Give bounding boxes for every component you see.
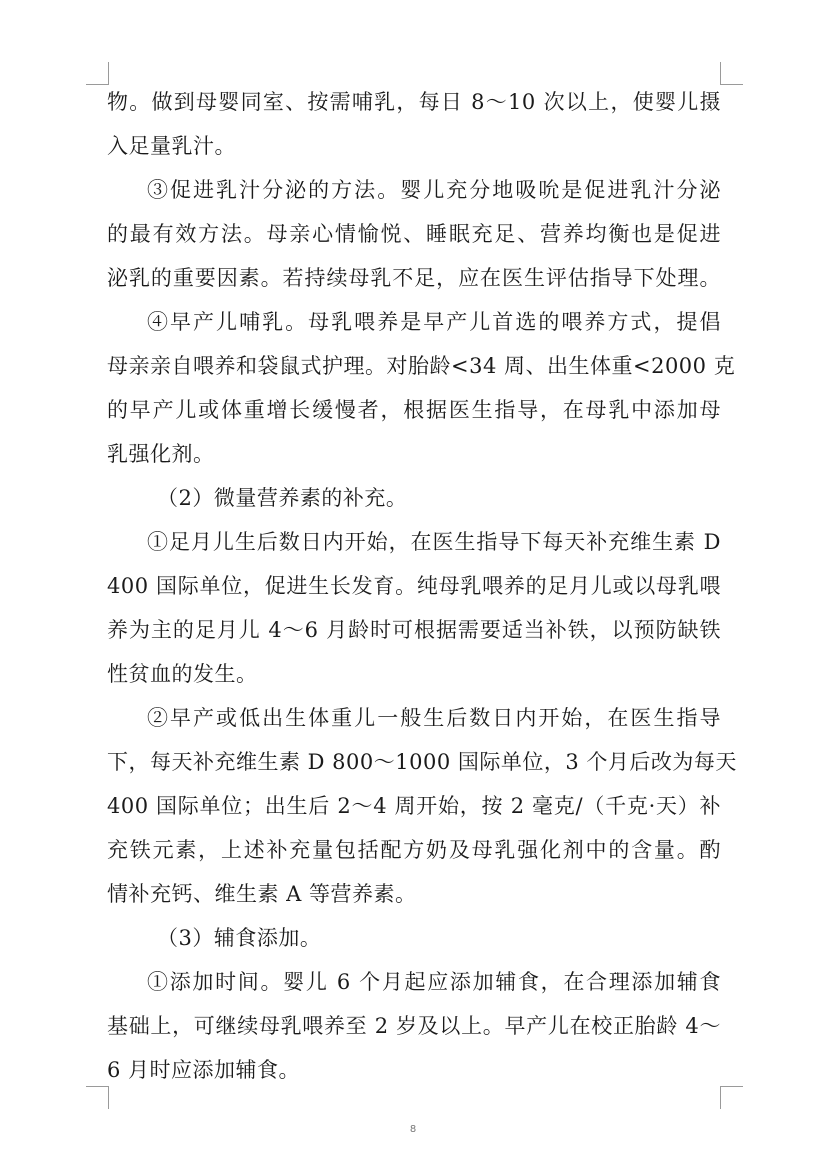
text-line: 养为主的足月儿 4～6 月龄时可根据需要适当补铁，以预防缺铁	[107, 618, 721, 642]
text-line: ①添加时间。婴儿 6 个月起应添加辅食，在合理添加辅食	[147, 970, 721, 994]
crop-mark-bottom-left	[86, 1086, 109, 1109]
section-heading: （2）微量营养素的补充。	[157, 486, 408, 510]
text-line: 充铁元素，上述补充量包括配方奶及母乳强化剂中的含量。酌	[107, 838, 721, 862]
text-line: 性贫血的发生。	[107, 662, 258, 686]
text-line: 泌乳的重要因素。若持续母乳不足，应在医生评估指导下处理。	[107, 266, 721, 290]
text-line: 乳强化剂。	[107, 442, 215, 466]
crop-mark-top-left	[86, 62, 109, 85]
text-line: 400 国际单位；出生后 2～4 周开始，按 2 毫克/（千克·天）补	[107, 794, 721, 818]
text-line: ①足月儿生后数日内开始，在医生指导下每天补充维生素 D	[147, 530, 721, 554]
text-line: ②早产或低出生体重儿一般生后数日内开始，在医生指导	[147, 706, 721, 730]
text-line: 物。做到母婴同室、按需哺乳，每日 8～10 次以上，使婴儿摄	[107, 90, 721, 114]
crop-mark-top-right	[720, 62, 743, 85]
text-line: 情补充钙、维生素 A 等营养素。	[107, 882, 417, 906]
crop-mark-bottom-right	[720, 1086, 743, 1109]
text-line: 的最有效方法。母亲心情愉悦、睡眠充足、营养均衡也是促进	[107, 222, 721, 246]
text-line: 6 月时应添加辅食。	[107, 1058, 301, 1082]
text-line: ④早产儿哺乳。母乳喂养是早产儿首选的喂养方式，提倡	[147, 310, 721, 334]
text-line: 母亲亲自喂养和袋鼠式护理。对胎龄<34 周、出生体重<2000 克	[107, 354, 736, 378]
text-line: 基础上，可继续母乳喂养至 2 岁及以上。早产儿在校正胎龄 4～	[107, 1014, 721, 1038]
text-line: 的早产儿或体重增长缓慢者，根据医生指导，在母乳中添加母	[107, 398, 721, 422]
section-heading: （3）辅食添加。	[157, 926, 322, 950]
text-line: 下，每天补充维生素 D 800～1000 国际单位，3 个月后改为每天	[107, 750, 737, 774]
text-line: ③促进乳汁分泌的方法。婴儿充分地吸吮是促进乳汁分泌	[147, 178, 721, 202]
text-line: 入足量乳汁。	[107, 134, 236, 158]
text-line: 400 国际单位，促进生长发育。纯母乳喂养的足月儿或以母乳喂	[107, 574, 721, 598]
page-number: 8	[409, 1124, 417, 1135]
document-body	[107, 80, 737, 1092]
